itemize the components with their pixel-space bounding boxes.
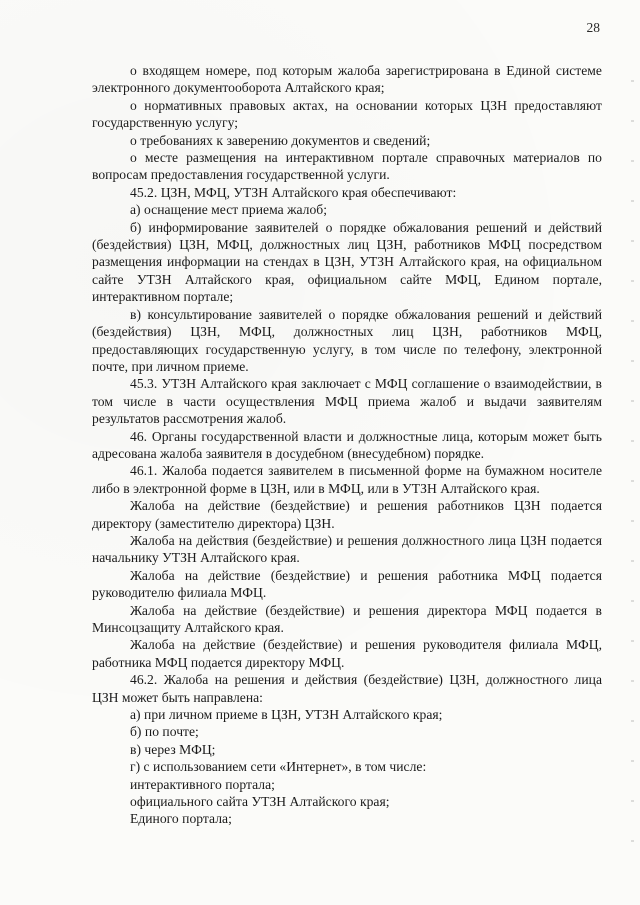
paragraph: о нормативных правовых актах, на основании которых ЦЗН предоставляют государственную услугу; [92,97,602,131]
paragraph: г) с использованием сети «Интернет», в том числе: [130,759,427,775]
paragraph: Жалоба на действия (бездействие) и решения должностного лица ЦЗН подается начальнику УТЗН Алтайского края. [92,532,602,566]
paragraph: б) по почте; [130,724,199,740]
paragraph: а) при личном приеме в ЦЗН, УТЗН Алтайского края; [130,707,443,723]
paragraph: 46.1. Жалоба подается заявителем в письменной форме на бумажном носителе либо в электронной форме в ЦЗН, или в МФЦ, или в УТЗН Алтайского края. [92,463,602,496]
paragraph: а) оснащение мест приема жалоб; [130,202,328,218]
paragraph: 46. Органы государственной власти и должностные лица, которым может быть адресована жалоба заявителя в досудебном (внесудебном) порядке. [92,428,602,461]
scan-edge-marks [631,80,634,860]
paragraph: 45.3. УТЗН Алтайского края заключает с МФЦ соглашение о взаимодействии, в том числе в части осуществления МФЦ приема жалоб и выдачи заявителям результатов рассмотрения жалоб. [92,376,602,427]
paragraph: о месте размещения на интерактивном портале справочных материалов по вопросам предоставления государственной услуги. [92,150,602,183]
paragraph: 46.2. Жалоба на решения и действия (бездействие) ЦЗН, должностного лица ЦЗН может быть направлена: [92,672,602,705]
paragraph: Единого портала; [130,811,232,827]
page-number: 28 [586,20,600,35]
paragraph: Жалоба на действие (бездействие) и решения директора МФЦ подается в Минсоцзащиту Алтайского края. [92,602,602,635]
document-body [92,62,602,828]
paragraph: 45.2. ЦЗН, МФЦ, УТЗН Алтайского края обеспечивают: [130,184,457,200]
paragraph: Жалоба на действие (бездействие) и решения работников ЦЗН подается директору (заместителю директора) ЦЗН. [92,498,602,531]
paragraph: в) консультирование заявителей о порядке обжалования решений и действий (бездействия) ЦЗН, МФЦ, должностных лиц ЦЗН, работников МФЦ, предоставляющих государственную услугу, в том числе по телефону, электронной почте, при личном приеме. [92,306,602,374]
paragraph: Жалоба на действие (бездействие) и решения руководителя филиала МФЦ, работника МФЦ подается директору МФЦ. [92,637,602,670]
paragraph: интерактивного портала; [130,776,275,792]
paragraph: Жалоба на действие (бездействие) и решения работника МФЦ подается руководителю филиала МФЦ. [92,567,602,601]
paragraph: официального сайта УТЗН Алтайского края; [130,794,390,810]
paragraph: в) через МФЦ; [130,741,216,757]
paragraph: б) информирование заявителей о порядке обжалования решений и действий (бездействия) ЦЗН, МФЦ, должностных лиц ЦЗН, работников МФЦ посредством размещения информации на стендах в ЦЗН, УТЗН Алтайского края, на официальном сайте УТЗН Алтайского края, официальном сайте МФЦ, Едином портале, интерактивном портале; [92,219,602,305]
paragraph: о требованиях к заверению документов и сведений; [130,132,431,148]
paragraph: о входящем номере, под которым жалоба зарегистрирована в Единой системе электронного документооборота Алтайского края; [92,63,602,96]
